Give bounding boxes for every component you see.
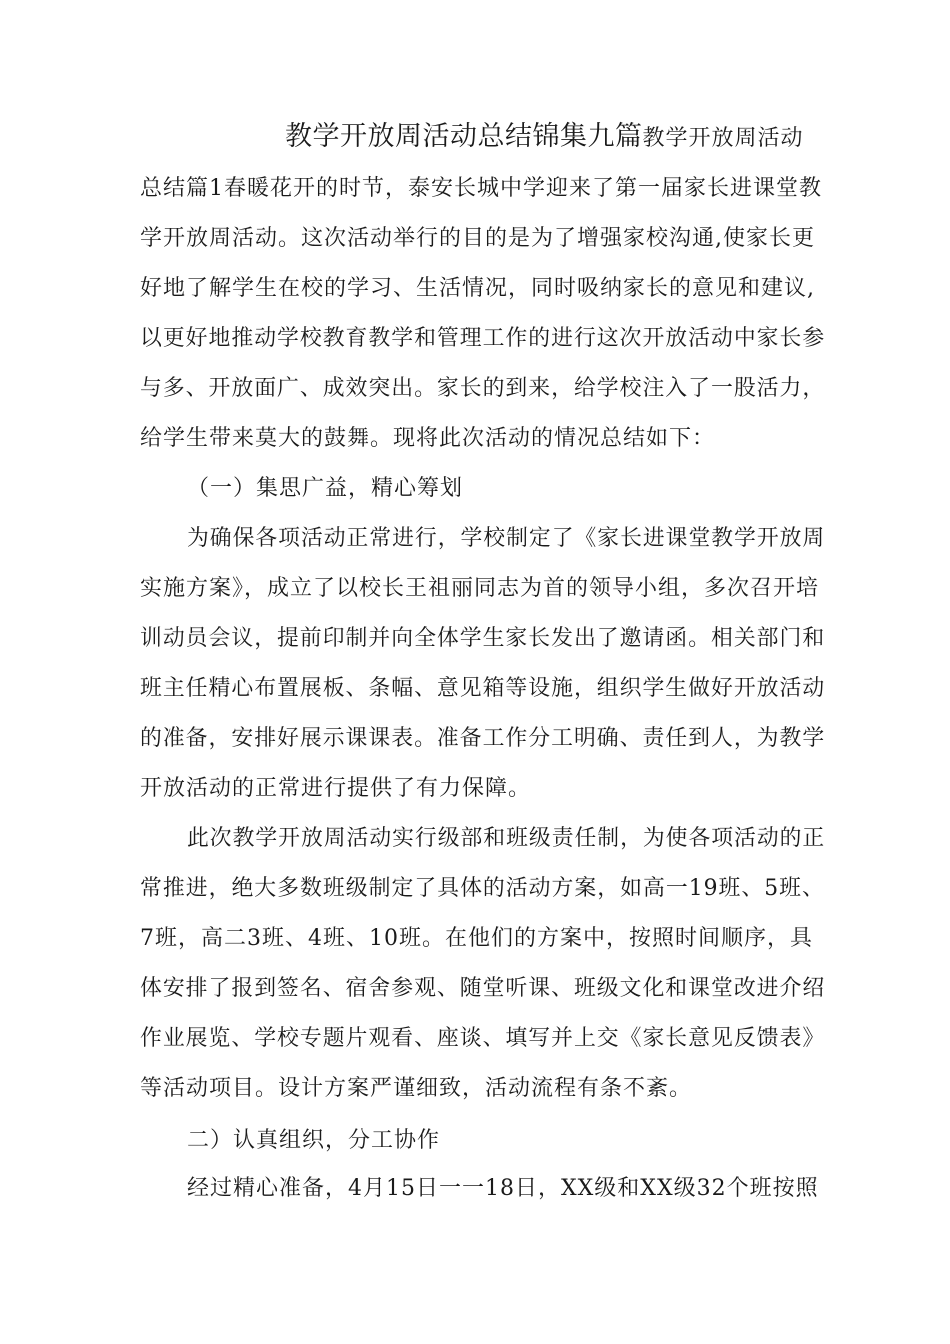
paragraph-line: 实施方案》，成立了以校长王祖丽同志为首的领导小组，多次召开培 xyxy=(140,576,820,601)
paragraph-line: 为确保各项活动正常进行，学校制定了《家长进课堂教学开放周 xyxy=(187,526,826,551)
intro-line: 与多、开放面广、成效突出。家长的到来，给学校注入了一股活力， xyxy=(140,376,826,401)
intro-line: 给学生带来莫大的鼓舞。现将此次活动的情况总结如下： xyxy=(140,426,716,451)
title-line xyxy=(285,122,804,154)
document-title: 教学开放周活动总结锦集九篇 xyxy=(285,121,643,152)
paragraph-line: 等活动项目。设计方案严谨细致，活动流程有条不紊。 xyxy=(140,1076,693,1101)
paragraph-line: 经过精心准备，4月15日一一18日，XX级和XX级32个班按照 xyxy=(187,1176,819,1201)
paragraph-line: 体安排了报到签名、宿舍参观、随堂听课、班级文化和课堂改进介绍 xyxy=(140,976,826,1001)
intro-line: 教学开放周活动 xyxy=(642,126,804,151)
intro-line: 好地了解学生在校的学习、生活情况，同时吸纳家长的意见和建议, xyxy=(140,276,815,301)
section-heading-1: （一）集思广益，精心筹划 xyxy=(187,476,464,501)
paragraph-line: 班主任精心布置展板、条幅、意见箱等设施，组织学生做好开放活动 xyxy=(140,676,826,701)
section-heading-2: 二）认真组织，分工协作 xyxy=(187,1128,441,1153)
intro-line: 以更好地推动学校教育教学和管理工作的进行这次开放活动中家长参 xyxy=(140,326,826,351)
paragraph-line: 训动员会议，提前印制并向全体学生家长发出了邀请函。相关部门和 xyxy=(140,626,826,651)
intro-line: 学开放周活动。这次活动举行的目的是为了增强家校沟通,使家长更 xyxy=(140,226,815,251)
paragraph-line: 作业展览、学校专题片观看、座谈、填写并上交《家长意见反馈表》 xyxy=(140,1026,826,1051)
paragraph-line: 常推进，绝大多数班级制定了具体的活动方案，如高一19班、5班、 xyxy=(140,876,825,901)
paragraph-line: 开放活动的正常进行提供了有力保障。 xyxy=(140,776,532,801)
paragraph-line: 此次教学开放周活动实行级部和班级责任制，为使各项活动的正 xyxy=(187,826,826,851)
paragraph-line: 的准备，安排好展示课课表。准备工作分工明确、责任到人，为教学 xyxy=(140,726,826,751)
intro-line: 总结篇1春暖花开的时节，泰安长城中学迎来了第一届家长进课堂教 xyxy=(140,176,822,201)
paragraph-line: 7班，高二3班、4班、10班。在他们的方案中，按照时间顺序，具 xyxy=(140,926,813,951)
